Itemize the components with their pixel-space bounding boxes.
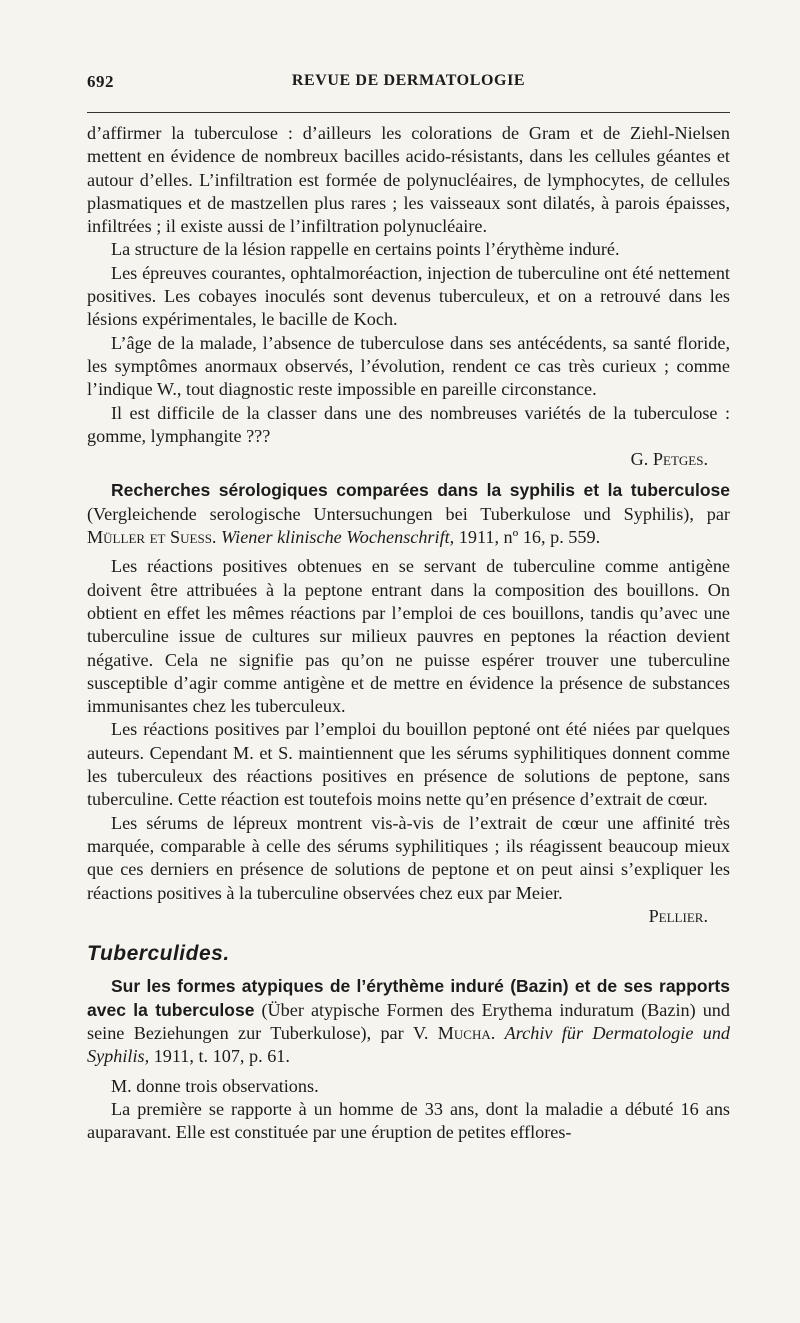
article-journal: Wiener klinische Wochenschrift,: [221, 527, 455, 548]
signature-line: [87, 448, 730, 471]
header-rule: [87, 112, 730, 113]
journal-title: REVUE DE DERMATOLOGIE: [291, 72, 526, 89]
paragraph: M. donne trois observations.: [111, 1075, 319, 1096]
running-head: [87, 72, 730, 96]
article-reference: 1911, t. 107, p. 61.: [153, 1046, 290, 1067]
paragraph: Les épreuves courantes, ophtalmoréaction, injection de tuberculine ont été nettement positives. Les cobayes inoculés sont devenus tuberculeux, et on a retrouvé dans les lésions expérimentales, le bacille de Koch.: [87, 262, 730, 330]
paragraph-text: Les sérums de lépreux montrent vis-à-vis de l’extrait de cœur une affinité très marquée, comparable à celle des sérums syphilitiques ; ils réagissent beaucoup mieux que ces derniers en présence de solutions de peptone et on peut ainsi s’expliquer les réactions positives à la tuberculine observées chez eux par Meier.: [87, 812, 730, 903]
paragraph-with-signature: [87, 812, 730, 905]
paragraph: La première se rapporte à un homme de 33 ans, dont la maladie a débuté 16 ans auparavant. Elle est constituée par une éruption de petites efflores-: [87, 1098, 730, 1143]
paragraph: La structure de la lésion rappelle en certains points l’érythème induré.: [111, 239, 620, 260]
signature-pellier: Pellier.: [648, 905, 708, 926]
page-body: [87, 122, 730, 1144]
section-heading: Tuberculides.: [87, 942, 230, 966]
article-subtitle: (Über atypische Formen des Erythema induratum (Bazin) und seine Beziehungen zur Tuberkulose), par: [87, 999, 730, 1043]
paragraph-text: Il est difficile de la classer dans une des nombreuses variétés de la tuberculose : gomme, lymphangite ???: [87, 402, 730, 446]
article-authors: Müller et Suess.: [87, 527, 217, 548]
article-heading: [87, 975, 730, 1068]
article-heading: [87, 479, 730, 549]
signature-petges: G. Petges.: [630, 449, 708, 470]
article-title: Sur les formes atypiques de l’érythème induré (Bazin) et de ses rapports avec la tuberculose: [87, 976, 730, 1020]
paragraph-with-signature: [87, 402, 730, 449]
paragraph: Les réactions positives par l’emploi du bouillon peptoné ont été niées par quelques auteurs. Cependant M. et S. maintiennent que les sérums syphilitiques donnent comme les tuberculeux des réactions positives en présence de solutions de peptone, sans tuberculine. Cette réaction est toutefois moins nette qu’en présence d’extrait de cœur.: [87, 719, 730, 810]
paragraph: Les réactions positives obtenues en se servant de tuberculine comme antigène doivent être attribuées à la peptone entrant dans la composition des bouillons. On obtient en effet les mêmes réactions par l’emploi de ces bouillons, tandis qu’avec une tuberculine issue de cultures sur milieux pauvres en peptones la réaction devient négative. Cela ne signifie pas qu’on ne puisse espérer trouver une tuberculine susceptible d’agir comme antigène et de mettre en évidence la présence de substances immunisantes chez les tuberculeux.: [87, 556, 730, 717]
article-subtitle: (Vergleichende serologische Untersuchungen bei Tuberkulose und Syphilis), par: [87, 503, 730, 524]
signature-line: [87, 905, 730, 928]
article-title: Recherches sérologiques comparées dans la syphilis et la tuberculose: [111, 480, 730, 501]
paragraph: d’affirmer la tuberculose : d’ailleurs les colorations de Gram et de Ziehl-Nielsen mettent en évidence de nombreux bacilles acido-résistants, dans les cellules géantes et autour d’elles. L’infiltration est formée de polynucléaires, de lymphocytes, de cellules plasmatiques et de mastzellen plus rares ; les vaisseaux sont dilatés, à parois épaisses, infiltrées ; il existe aussi de l’infiltration polynucléaire.: [87, 123, 730, 237]
article-author: V. Mucha.: [413, 1022, 496, 1043]
article-reference: 1911, nº 16, p. 559.: [458, 527, 601, 548]
paragraph: L’âge de la malade, l’absence de tuberculose dans ses antécédents, sa santé floride, les symptômes anormaux observés, l’évolution, rendent ce cas très curieux ; comme l’indique W., tout diagnostic reste impossible en pareille circonstance.: [87, 332, 730, 400]
page-number: 692: [87, 72, 114, 91]
article-journal: Archiv für Dermatologie und Syphilis,: [87, 1022, 731, 1067]
